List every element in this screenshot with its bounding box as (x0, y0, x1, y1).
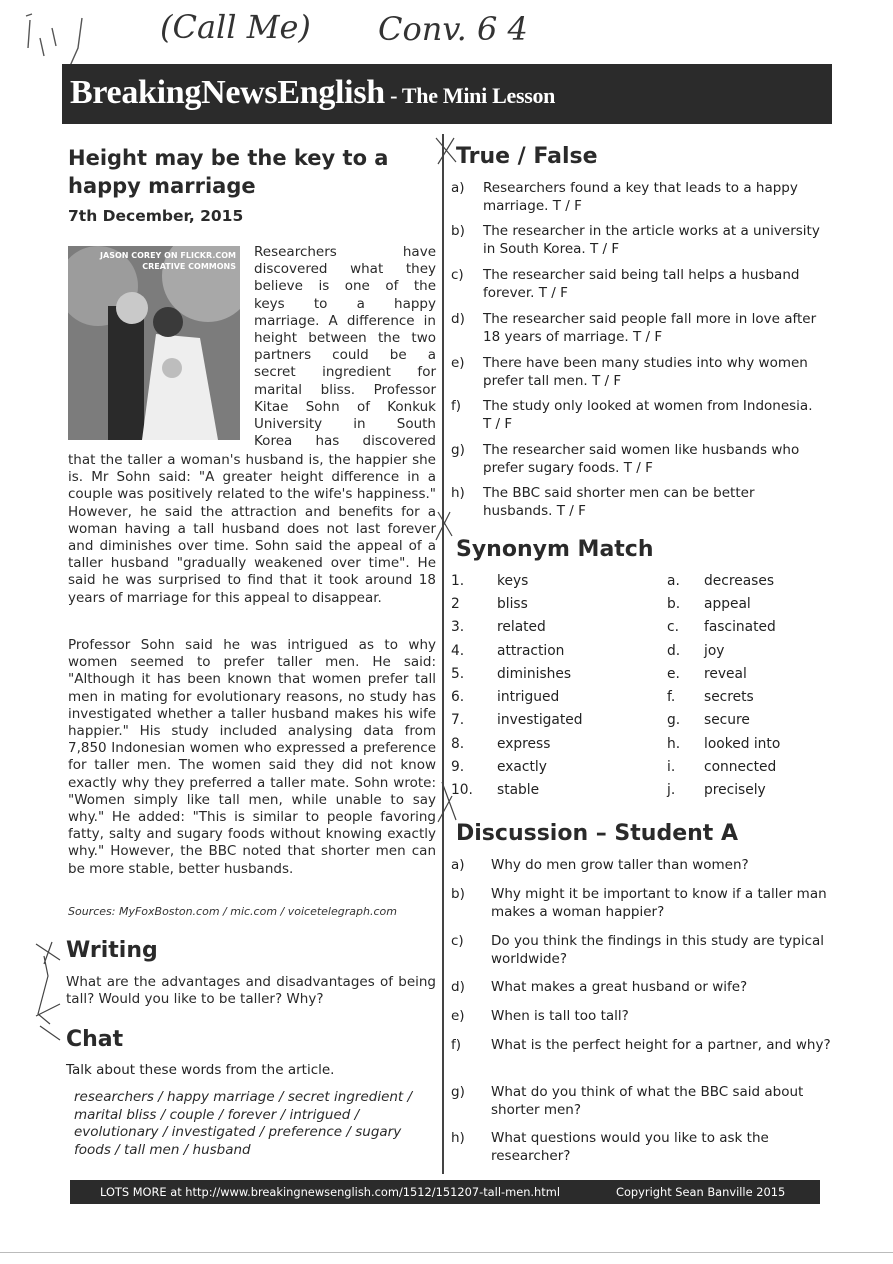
true-false-heading: True / False (456, 144, 598, 169)
synonym-definition: precisely (704, 782, 766, 798)
header-banner (62, 64, 832, 124)
synonym-letter: f. (667, 689, 676, 705)
synonym-definition: joy (704, 643, 725, 659)
synonym-letter: e. (667, 666, 680, 682)
article-wrap-text: Researchers have discovered what they believe is one of the keys to a happy marriage. A difference in height between the two partners could be a secret ingredient for marital bliss. Professor Kitae Sohn of Konkuk University in South Korea has discovered (254, 244, 436, 450)
handwritten-code: Conv. 6 4 (378, 10, 528, 48)
synonym-letter: c. (667, 619, 679, 635)
chat-heading: Chat (66, 1027, 124, 1052)
chat-word-list: researchers / happy marriage / secret ingredient / marital bliss / couple / forever / intrigued / evolutionary / investigated / preference / sugary foods / tall men / husband (74, 1089, 413, 1158)
synonym-definition: appeal (704, 596, 751, 612)
synonym-definition: secure (704, 712, 750, 728)
synonym-letter: h. (667, 736, 681, 752)
synonym-definition: decreases (704, 573, 775, 589)
synonym-definition: secrets (704, 689, 754, 705)
synonym-word: intrigued (497, 689, 560, 705)
synonym-letter: i. (667, 759, 676, 775)
true-false-list: a) Researchers found a key that leads to a happy marriage. T / F b) The researcher in the article works at a university in South Korea. T / F c) The researcher said being tall helps a husband forever. T / F d) The researcher said people fall more in love after 18 years of marriage. T / F e) There have been many studies into why women prefer tall men. T / F f) The study only looked at women from Indonesia. T / F g) The researcher said women like husbands who prefer sugary foods. T / F h) The BBC said shorter men can be better husbands. T / F (451, 180, 820, 519)
synonym-num: 6. (451, 689, 465, 705)
synonym-definition: looked into (704, 736, 781, 752)
footer-link[interactable]: LOTS MORE at http://www.breakingnewsenglish.com/1512/151207-tall-men.html (100, 1185, 560, 1199)
footer-copyright: Copyright Sean Banville 2015 (616, 1185, 786, 1199)
synonym-word: attraction (497, 643, 565, 659)
synonym-match-heading: Synonym Match (456, 537, 654, 562)
synonym-num: 4. (451, 643, 465, 659)
scan-edge-line (0, 1252, 893, 1253)
pen-marks-left (30, 936, 70, 1046)
synonym-num: 5. (451, 666, 465, 682)
column-divider (442, 134, 444, 1174)
writing-prompt: What are the advantages and disadvantages of being tall? Would you like to be taller? Why? (66, 974, 436, 1008)
footer-bar (70, 1180, 820, 1204)
article-paragraph-1: that the taller a woman's husband is, the happier she is. Mr Sohn said: "A greater height difference in a couple was positively related to the wife's happiness." However, he said the attraction and benefits for a woman having a tall husband does not last forever and diminishes over time. Sohn said the appeal of a taller husband "gradually weakened over time". He said he was surprised to find that it took around 18 years of marriage for this appeal to disappear. (68, 452, 436, 606)
synonym-letter: a. (667, 573, 680, 589)
synonym-definition: reveal (704, 666, 747, 682)
synonym-word: stable (497, 782, 540, 798)
synonym-num: 9. (451, 759, 465, 775)
article-sources: Sources: MyFoxBoston.com / mic.com / voicetelegraph.com (68, 905, 397, 918)
synonym-letter: d. (667, 643, 681, 659)
synonym-word: diminishes (497, 666, 572, 682)
synonym-num: 8. (451, 736, 465, 752)
synonym-num: 7. (451, 712, 465, 728)
synonym-num: 1. (451, 573, 465, 589)
synonym-word: bliss (497, 596, 528, 612)
brand-title: BreakingNewsEnglish - The Mini Lesson (70, 74, 556, 111)
synonym-num: 10. (451, 782, 473, 798)
photo-credit: JASON COREY ON FLICKR.COM CREATIVE COMMONS (100, 251, 236, 271)
synonym-definition: fascinated (704, 619, 776, 635)
synonym-word: investigated (497, 712, 583, 728)
discussion-heading: Discussion – Student A (456, 821, 738, 846)
article-paragraph-2: Professor Sohn said he was intrigued as to why women seemed to prefer taller men. He said: "Although it has been known that women prefer tall men in mating for evolutionary reasons, no study has investigated whether a taller husband makes his wife happier." His study included analysing data from 7,850 Indonesian women who expressed a preference for taller men. The women said they did not know exactly why they preferred a taller mate. Sohn wrote: "Women simply like tall men, while unable to say why." He added: "This is similar to people favoring fatty, salty and sugary foods without knowing exactly why." However, the BBC noted that shorter men can be more stable, better husbands. (68, 637, 436, 877)
article-photo (68, 246, 240, 440)
synonym-letter: j. (667, 782, 676, 798)
handwritten-marks (22, 8, 112, 72)
synonym-word: express (497, 736, 551, 752)
synonym-match-table (451, 573, 831, 809)
handwritten-note: (Call Me) (160, 8, 311, 46)
synonym-word: related (497, 619, 546, 635)
article-date: 7th December, 2015 (68, 207, 244, 225)
synonym-definition: connected (704, 759, 777, 775)
chat-intro: Talk about these words from the article. (66, 1062, 335, 1078)
writing-heading: Writing (66, 938, 158, 963)
synonym-word: exactly (497, 759, 547, 775)
synonym-num: 2 (451, 596, 460, 612)
synonym-num: 3. (451, 619, 465, 635)
synonym-letter: b. (667, 596, 681, 612)
discussion-list: a) Why do men grow taller than women? b) Why might it be important to know if a taller man makes a woman happier? c) Do you think the findings in this study are typical worldwide? d) What makes a great husband or wife? e) When is tall too tall? f) What is the perfect height for a partner, and why? g) What do you think of what the BBC said about shorter men? h) What questions would you like to ask the researcher? (451, 857, 831, 1164)
brand-subtitle: - The Mini Lesson (384, 83, 556, 108)
article-title: Height may be the key to a happy marriage (68, 146, 389, 198)
synonym-word: keys (497, 573, 529, 589)
synonym-letter: g. (667, 712, 681, 728)
